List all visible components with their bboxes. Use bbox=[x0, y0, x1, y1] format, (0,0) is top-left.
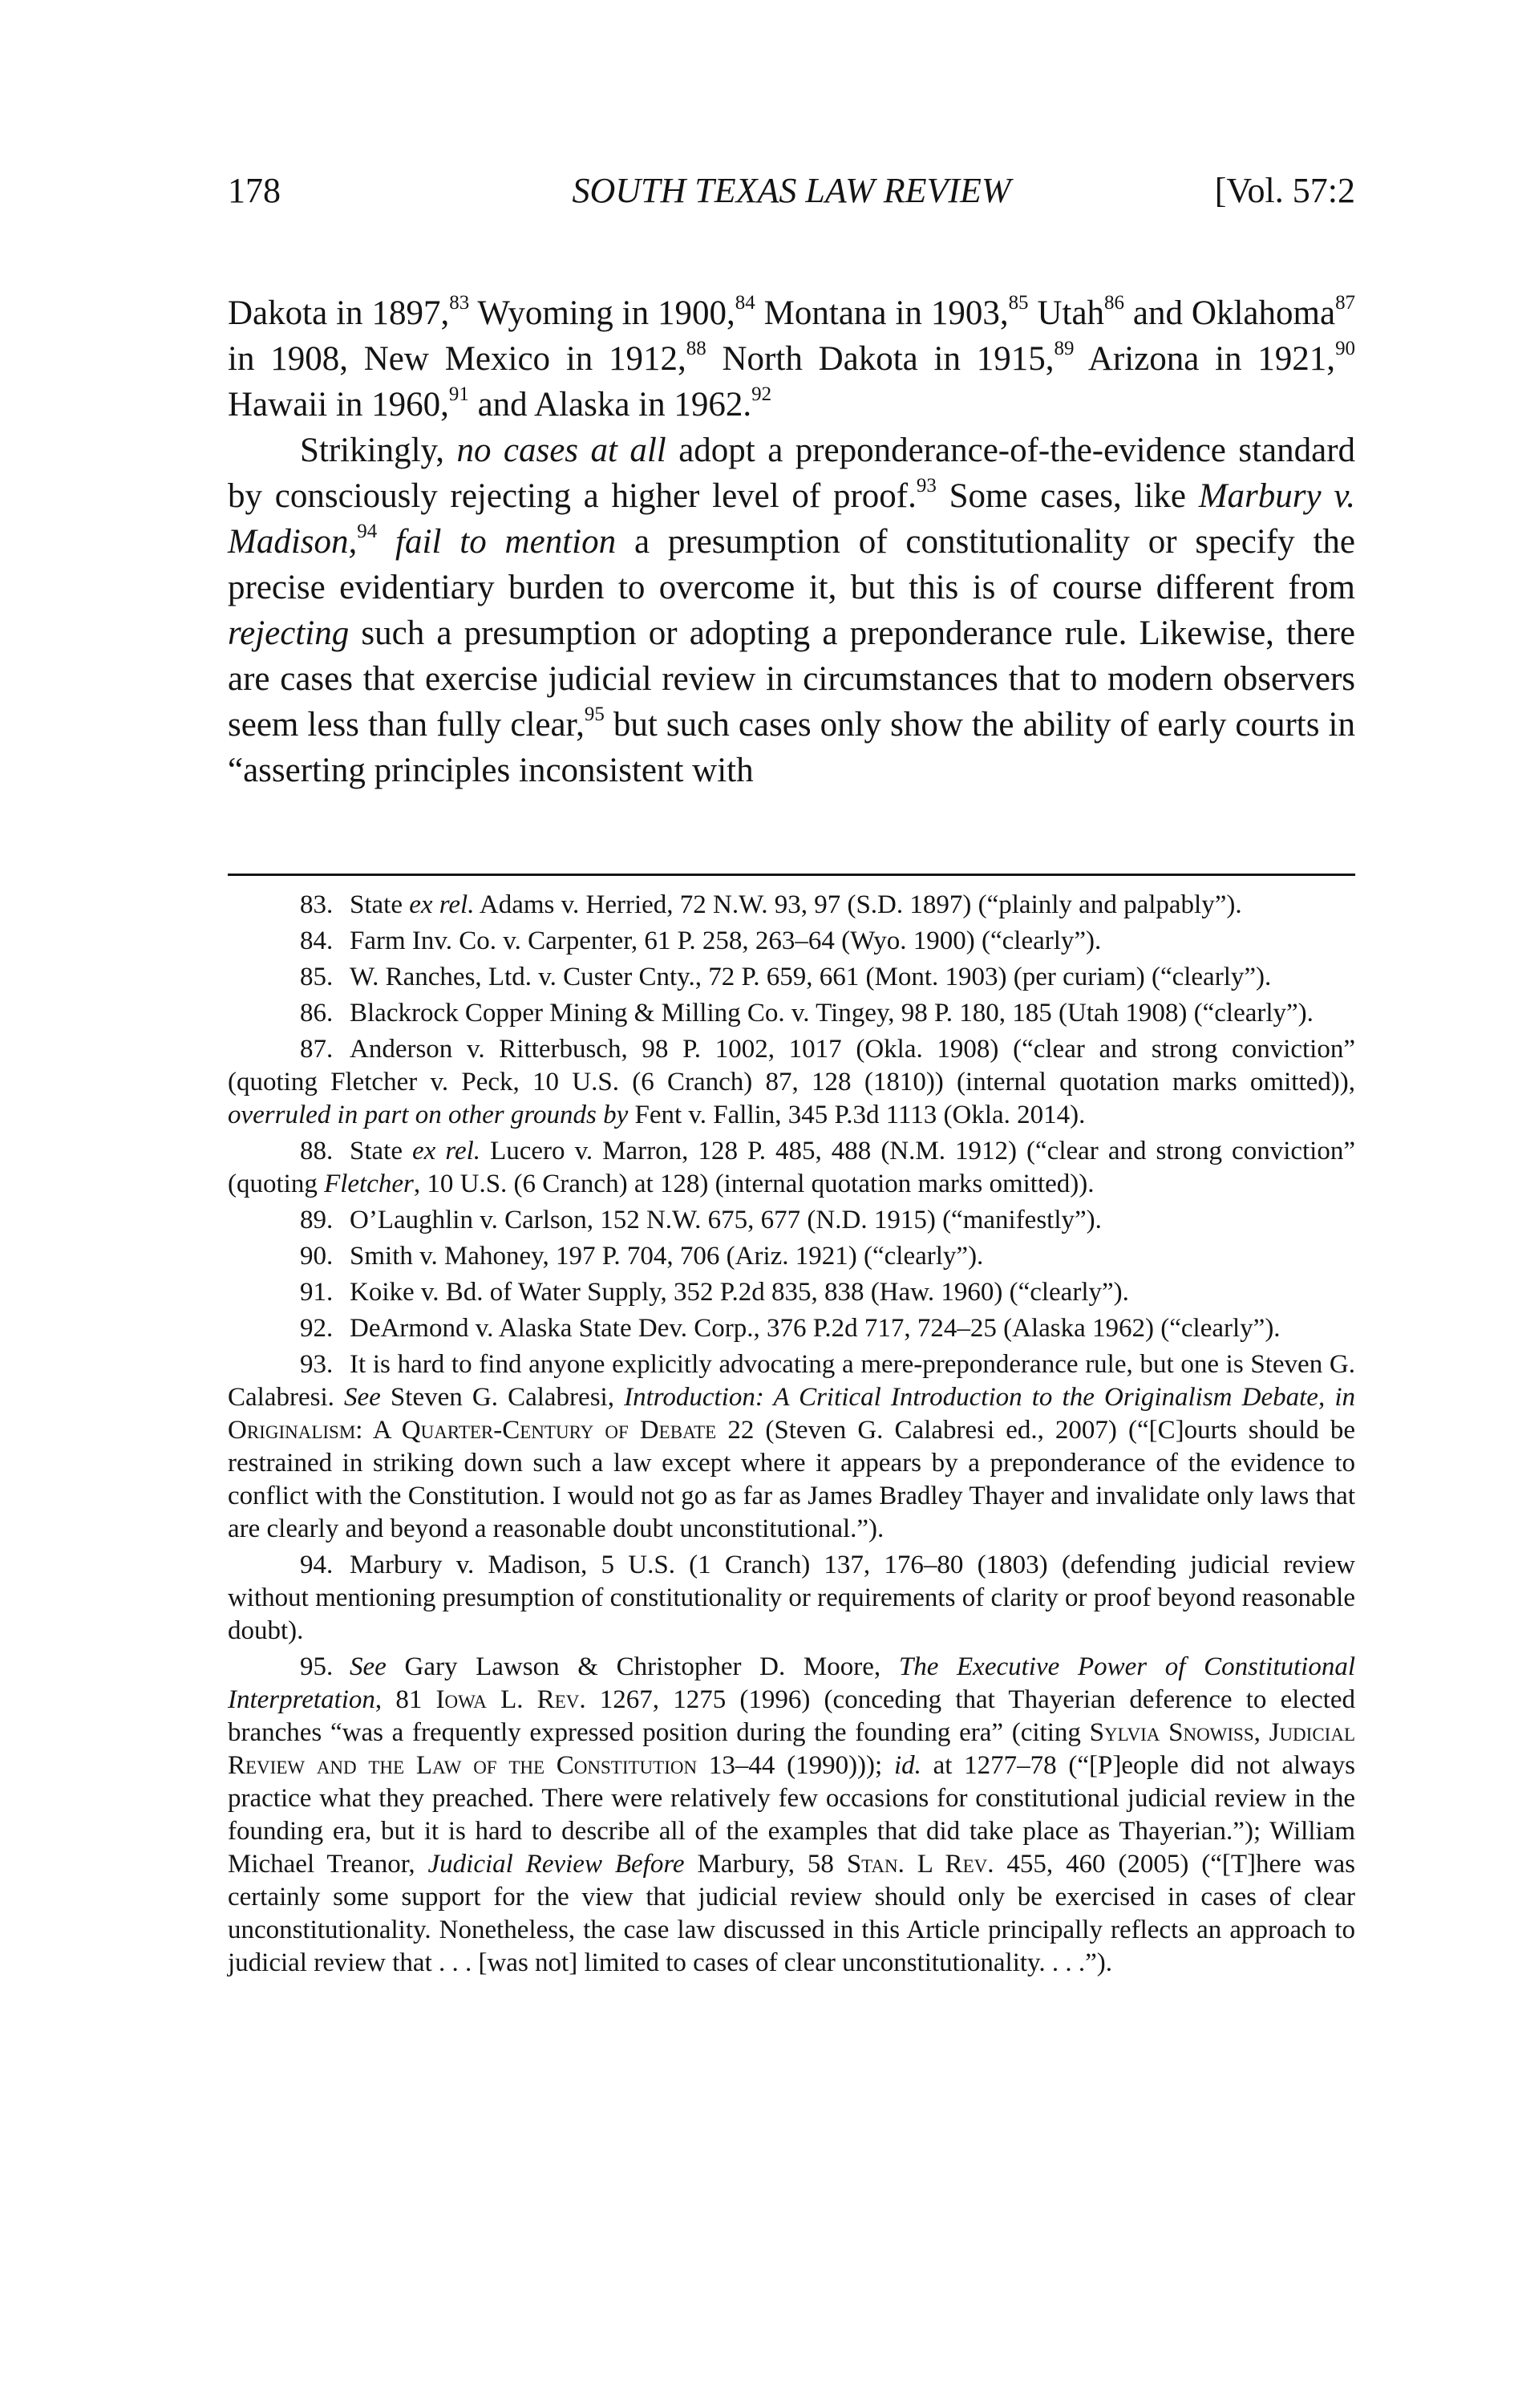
text-run: Fent v. Fallin, 345 P.3d 1113 (Okla. 2014). bbox=[628, 1101, 1086, 1129]
text-run: Adams v. Herried, 72 N.W. 93, 97 (S.D. 1897) (“plainly and palpably”). bbox=[474, 890, 1242, 919]
signal: id. bbox=[893, 1751, 921, 1780]
footnote-number: 84. bbox=[300, 926, 334, 955]
footnote-ref: 88 bbox=[686, 337, 706, 359]
text-run: Some cases, like bbox=[936, 477, 1199, 515]
text-run: Utah bbox=[1028, 294, 1105, 332]
text-run: but such cases only show the ability of early courts in “asserting principles inconsistent with bbox=[228, 706, 1355, 789]
text-run: adopt a preponderance-of-the-evidence standard by consciously rejecting a higher level of proof. bbox=[228, 432, 1356, 515]
text-run: Steven G. Calabresi, bbox=[380, 1383, 625, 1412]
text-run: Marbury v. Madison, 5 U.S. (1 Cranch) 137, 176–80 (1803) (defending judicial review without mentioning presumption of constitutionality or requirements of clarity or proof beyond reasonable doubt). bbox=[228, 1551, 1355, 1645]
footnote-number: 95. bbox=[300, 1652, 334, 1681]
article-title: The Executive Power of Constitutional Interpretation bbox=[228, 1652, 1356, 1714]
footnote-number: 90. bbox=[300, 1242, 334, 1271]
footnote-number: 87. bbox=[300, 1035, 334, 1064]
footnote-94 bbox=[228, 1549, 1355, 1648]
footnote-ref: 91 bbox=[448, 383, 469, 405]
text-run: DeArmond v. Alaska State Dev. Corp., 376 P.2d 717, 724–25 (Alaska 1962) (“clearly”). bbox=[350, 1314, 1281, 1343]
footnote-ref: 94 bbox=[357, 520, 378, 542]
footnote-ref: 92 bbox=[751, 383, 772, 405]
footnote-ref: 95 bbox=[584, 703, 605, 725]
paragraph-1 bbox=[228, 290, 1355, 428]
page-number: 178 bbox=[228, 171, 281, 210]
text-run: Montana in 1903, bbox=[755, 294, 1009, 332]
text-run: State bbox=[350, 890, 410, 919]
book-title: Sylvia Snowiss, Judicial Review and the Law of the Constitution bbox=[228, 1718, 1355, 1780]
emphasis: ex rel. bbox=[412, 1137, 481, 1165]
text-run: Wyoming in 1900, bbox=[469, 294, 735, 332]
footnote-ref: 84 bbox=[735, 291, 755, 314]
footnote-84 bbox=[228, 925, 1355, 958]
footnote-ref: 90 bbox=[1335, 337, 1355, 359]
footnote-92 bbox=[228, 1312, 1355, 1345]
paragraph-2 bbox=[228, 428, 1355, 793]
footnote-ref: 85 bbox=[1008, 291, 1029, 314]
book-title: Originalism: A Quarter-Century of Debate bbox=[228, 1416, 717, 1445]
journal-title: SOUTH TEXAS LAW REVIEW bbox=[572, 171, 1011, 210]
text-run: 1267, 1275 (1996) (conceding that Thayerian deference to elected branches “was a frequently expressed position during the founding era” (citing bbox=[228, 1685, 1356, 1747]
text-run: and Alaska in 1962. bbox=[468, 386, 752, 424]
text-run: 13–44 (1990))); bbox=[697, 1751, 894, 1780]
text-run: State bbox=[350, 1137, 413, 1165]
footnote-divider bbox=[228, 874, 1355, 876]
footnote-number: 85. bbox=[300, 963, 334, 991]
footnote-ref: 86 bbox=[1104, 291, 1124, 314]
text-run: 455, 460 (2005) (“[T]here was certainly some support for the view that judicial review should only be exercised in cases of clear unconstitutionality. Nonetheless, the case law discussed in this Article principally reflects an approach to judicial review that . . . [was not] limited to cases of clear unconstitutionality. . . .”). bbox=[228, 1850, 1356, 1977]
footnote-93 bbox=[228, 1348, 1355, 1546]
journal-abbrev: Iowa L. Rev. bbox=[435, 1685, 586, 1714]
article-title: Judicial Review Before bbox=[427, 1850, 685, 1879]
text-run: Farm Inv. Co. v. Carpenter, 61 P. 258, 263–64 (Wyo. 1900) (“clearly”). bbox=[350, 926, 1102, 955]
journal-abbrev: Stan. L Rev. bbox=[846, 1850, 994, 1879]
text-run: such a presumption or adopting a preponderance rule. Likewise, there are cases that exercise judicial review in circumstances that to modern observers seem less than fully clear, bbox=[228, 614, 1355, 744]
text-run: at 1277–78 (“[P]eople did not always practice what they preached. There were relatively few occasions for constitutional judicial review in the founding era, but it is hard to describe all of the examples that did take place as Thayerian.”); William Michael Treanor, bbox=[228, 1751, 1356, 1879]
text-run: Anderson v. Ritterbusch, 98 P. 1002, 1017 (Okla. 1908) (“clear and strong conviction” (quoting Fletcher v. Peck, 10 U.S. (6 Cranch) 87, 128 (1810)) (internal quotation marks omitted)), bbox=[228, 1035, 1355, 1097]
text-run: Gary Lawson & Christopher D. Moore, bbox=[386, 1652, 899, 1681]
text-run: in 1908, New Mexico in 1912, bbox=[228, 340, 686, 378]
footnote-number: 83. bbox=[300, 890, 334, 919]
footnote-number: 93. bbox=[300, 1350, 334, 1379]
text-run: Hawaii in 1960, bbox=[228, 386, 449, 424]
text-run: Koike v. Bd. of Water Supply, 352 P.2d 835, 838 (Haw. 1960) (“clearly”). bbox=[350, 1278, 1129, 1307]
volume-issue: [Vol. 57:2 bbox=[1214, 171, 1355, 210]
footnote-91 bbox=[228, 1276, 1355, 1309]
footnote-85 bbox=[228, 961, 1355, 994]
text-run: Strikingly, bbox=[300, 432, 457, 469]
text-run: Blackrock Copper Mining & Milling Co. v. Tingey, 98 P. 180, 185 (Utah 1908) (“clearly”). bbox=[350, 999, 1314, 1028]
emphasis: rejecting bbox=[228, 614, 350, 652]
footnote-86 bbox=[228, 997, 1355, 1030]
footnote-ref: 83 bbox=[449, 291, 470, 314]
running-header bbox=[228, 170, 1355, 226]
text-run: 22 (Steven G. Calabresi ed., 2007) (“[C]ourts should be restrained in striking down such a law except where it appears by a preponderance of the evidence to conflict with the Constitution. I would not go as far as James Bradley Thayer and invalidate only laws that are clearly and beyond a reasonable doubt unconstitutional.”). bbox=[228, 1416, 1355, 1543]
footnote-83 bbox=[228, 889, 1355, 922]
main-text bbox=[228, 290, 1355, 793]
text-run: and Oklahoma bbox=[1123, 294, 1336, 332]
signal: See bbox=[350, 1652, 387, 1681]
text-run: a presumption of constitutionality or specify the precise evidentiary burden to overcome it, but this is of course different from bbox=[228, 523, 1355, 606]
signal: See bbox=[344, 1383, 381, 1412]
footnote-ref: 87 bbox=[1335, 291, 1355, 314]
footnote-number: 88. bbox=[300, 1137, 334, 1165]
footnote-88 bbox=[228, 1135, 1355, 1201]
footnote-number: 89. bbox=[300, 1206, 334, 1234]
footnote-number: 91. bbox=[300, 1278, 334, 1307]
text-run: Lucero v. Marron, 128 P. 485, 488 (N.M. 1912) (“clear and strong conviction” (quoting bbox=[228, 1137, 1355, 1198]
footnote-number: 94. bbox=[300, 1551, 334, 1579]
text-run: , 81 bbox=[374, 1685, 436, 1714]
footnote-89 bbox=[228, 1204, 1355, 1237]
footnote-87 bbox=[228, 1033, 1355, 1132]
text-run: It is hard to find anyone explicitly advocating a mere-preponderance rule, but one is Steven G. Calabresi. bbox=[228, 1350, 1355, 1412]
text-run: Arizona in 1921, bbox=[1074, 340, 1336, 378]
case-name: Marbury v. Madison, bbox=[228, 477, 1355, 561]
text-run: W. Ranches, Ltd. v. Custer Cnty., 72 P. 659, 661 (Mont. 1903) (per curiam) (“clearly”). bbox=[350, 963, 1272, 991]
article-title: Introduction: A Critical Introduction to the Originalism Debate, in bbox=[624, 1383, 1355, 1412]
footnote-number: 86. bbox=[300, 999, 334, 1028]
case-name: Fletcher bbox=[324, 1170, 414, 1198]
text-run: O’Laughlin v. Carlson, 152 N.W. 675, 677 (N.D. 1915) (“manifestly”). bbox=[350, 1206, 1102, 1234]
footnote-ref: 93 bbox=[916, 474, 937, 497]
footnote-number: 92. bbox=[300, 1314, 334, 1343]
emphasis: no cases at all bbox=[456, 432, 666, 469]
footnotes bbox=[228, 889, 1355, 1983]
text-run: Dakota in 1897, bbox=[228, 294, 450, 332]
footnote-90 bbox=[228, 1240, 1355, 1273]
emphasis: overruled in part on other grounds by bbox=[228, 1101, 629, 1129]
text-run: Smith v. Mahoney, 197 P. 704, 706 (Ariz. 1921) (“clearly”). bbox=[350, 1242, 984, 1271]
text-run: Marbury, 58 bbox=[684, 1850, 847, 1879]
footnote-95 bbox=[228, 1651, 1355, 1980]
footnote-ref: 89 bbox=[1054, 337, 1075, 359]
text-run: North Dakota in 1915, bbox=[706, 340, 1055, 378]
emphasis: fail to mention bbox=[377, 523, 617, 561]
emphasis: ex rel. bbox=[409, 890, 475, 919]
text-run: , 10 U.S. (6 Cranch) at 128) (internal quotation marks omitted)). bbox=[413, 1170, 1095, 1198]
